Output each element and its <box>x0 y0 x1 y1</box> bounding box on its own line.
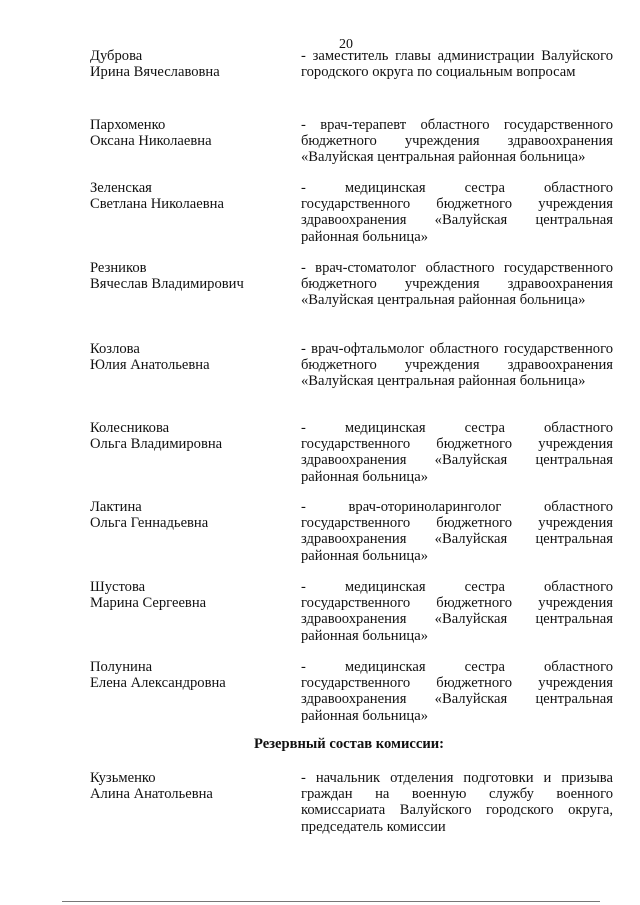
member-given-name: Юлия Анатольевна <box>90 357 210 374</box>
member-surname: Зеленская <box>90 180 152 196</box>
member-position: - медицинская сестра областного государственного бюджетного учреждения здравоохранения «Валуйская центральная районная больница» <box>301 180 613 245</box>
member-surname: Дуброва <box>90 48 143 64</box>
page-bottom-divider <box>62 901 600 902</box>
member-given-name: Алина Анатольевна <box>90 786 213 803</box>
member-name <box>90 260 290 292</box>
member-position: - врач-оториноларинголог областного государственного бюджетного учреждения здравоохранения «Валуйская центральная районная больница» <box>301 499 613 564</box>
member-position: - врач-терапевт областного государственного бюджетного учреждения здравоохранения «Валуйская центральная районная больница» <box>301 117 613 166</box>
member-surname: Резников <box>90 260 147 276</box>
member-surname: Полунина <box>90 659 153 675</box>
member-position: - врач-стоматолог областного государственного бюджетного учреждения здравоохранения «Валуйская центральная районная больница» <box>301 260 613 309</box>
member-name <box>90 579 290 611</box>
member-given-name: Марина Сергеевна <box>90 595 207 612</box>
member-given-name: Ирина Вячеславовна <box>90 64 220 81</box>
member-name <box>90 48 290 80</box>
member-given-name: Елена Александровна <box>90 675 226 692</box>
member-name <box>90 117 290 149</box>
member-surname: Колесникова <box>90 420 170 436</box>
member-surname: Пархоменко <box>90 117 166 133</box>
member-given-name: Ольга Геннадьевна <box>90 515 209 532</box>
page-number: 20 <box>339 37 353 52</box>
member-given-name: Светлана Николаевна <box>90 196 224 213</box>
member-position: - медицинская сестра областного государственного бюджетного учреждения здравоохранения «Валуйская центральная районная больница» <box>301 420 613 485</box>
member-position: - медицинская сестра областного государственного бюджетного учреждения здравоохранения «Валуйская центральная районная больница» <box>301 659 613 724</box>
member-given-name: Вячеслав Владимирович <box>90 276 244 293</box>
member-given-name: Оксана Николаевна <box>90 133 212 150</box>
member-surname: Кузьменко <box>90 770 156 786</box>
member-name <box>90 770 290 802</box>
member-name <box>90 180 290 212</box>
member-name <box>90 420 290 452</box>
member-name <box>90 659 290 691</box>
member-position: - начальник отделения подготовки и призыва граждан на военную службу военного комиссариата Валуйского городского округа, председатель комиссии <box>301 770 613 835</box>
member-surname: Козлова <box>90 341 140 357</box>
member-name <box>90 341 290 373</box>
member-position: - медицинская сестра областного государственного бюджетного учреждения здравоохранения «Валуйская центральная районная больница» <box>301 579 613 644</box>
member-position: - врач-офтальмолог областного государственного бюджетного учреждения здравоохранения «Валуйская центральная районная больница» <box>301 341 613 390</box>
member-given-name: Ольга Владимировна <box>90 436 223 453</box>
reserve-section-heading: Резервный состав комиссии: <box>253 736 445 752</box>
member-surname: Шустова <box>90 579 146 595</box>
member-name <box>90 499 290 531</box>
member-position: - заместитель главы администрации Валуйского городского округа по социальным вопросам <box>301 48 613 81</box>
member-surname: Лактина <box>90 499 142 515</box>
